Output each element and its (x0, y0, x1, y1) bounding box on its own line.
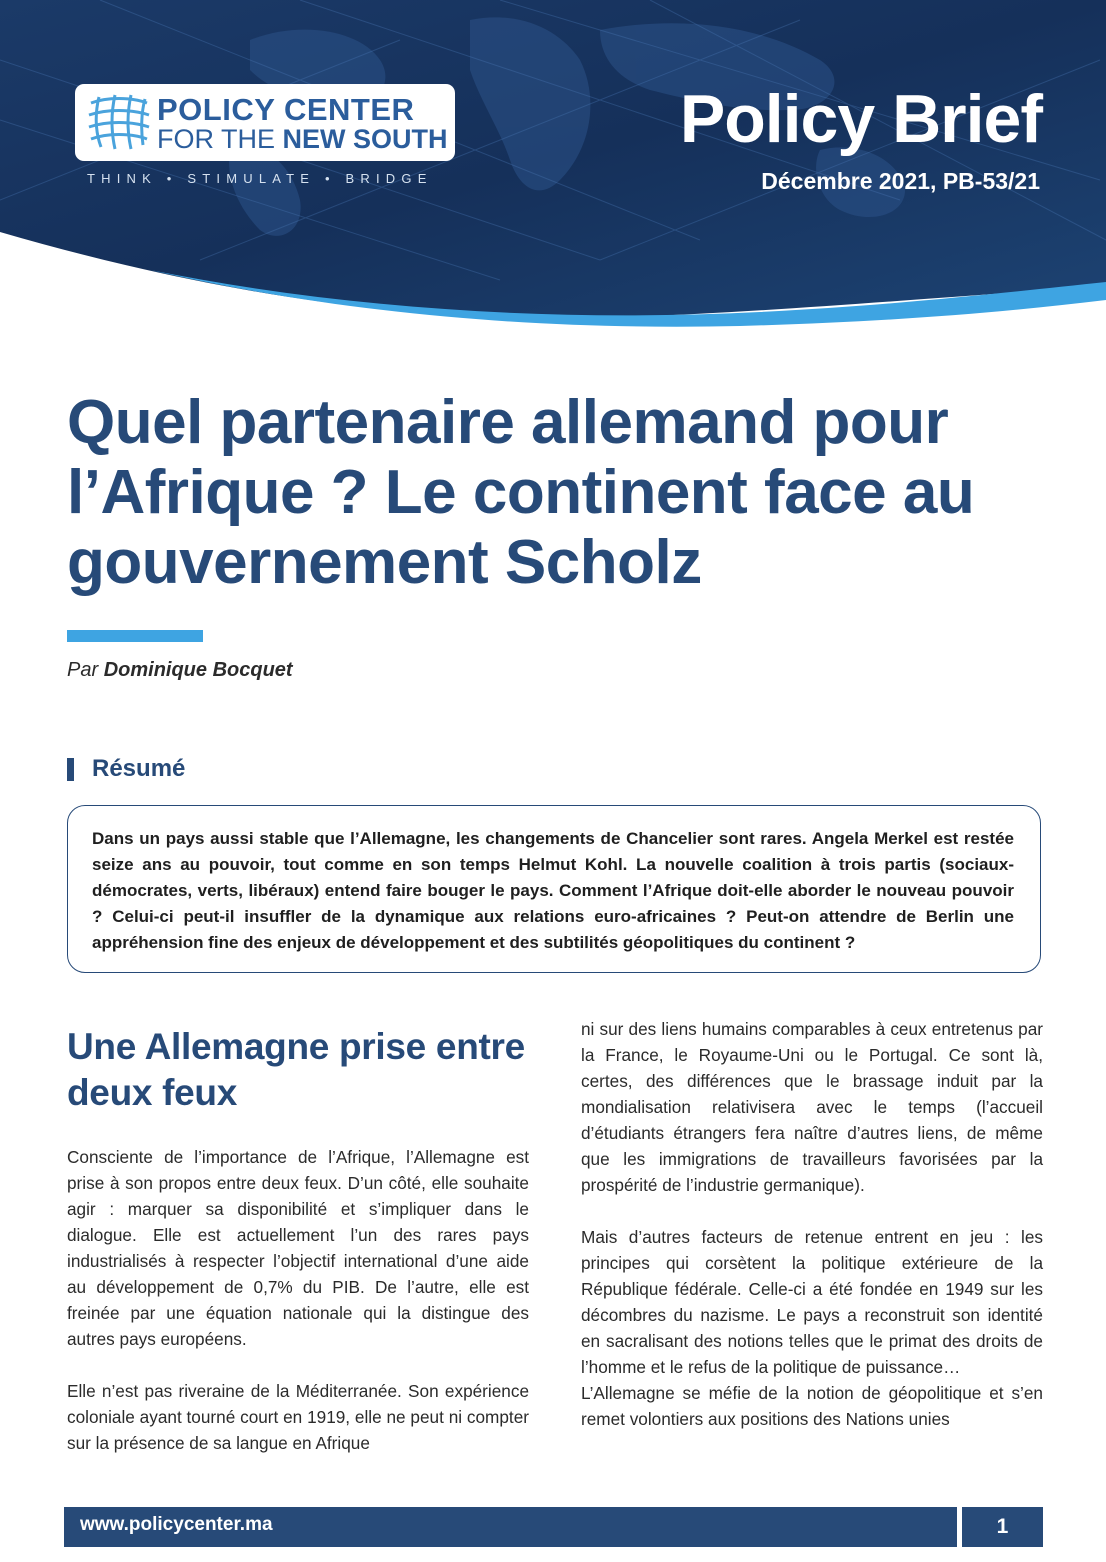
author-name: Dominique Bocquet (103, 659, 293, 681)
globe-grid-logo-icon (87, 93, 151, 151)
logo-line2-prefix: FOR THE (157, 124, 283, 154)
logo-tagline: THINK • STIMULATE • BRIDGE (87, 171, 433, 186)
body-paragraph: Mais d’autres facteurs de retenue entrent en jeu : les principes qui corsètent la politique extérieure de la République fédérale. Celle-ci a été fondée en 1949 sur les décombres du nazisme. Le pays a reconstruit son identité en sacralisant des notions telles que le primat des droits de l’homme et le refus de la politique de puissance… (581, 1227, 1043, 1377)
byline (67, 659, 293, 682)
header-banner (0, 0, 1106, 330)
summary-text: Dans un pays aussi stable que l’Allemagne, les changements de Chancelier sont rares. Angela Merkel est restée seize ans au pouvoir, tout comme en son temps Helmut Kohl. La nouvelle coalition à trois partis (sociaux-démocrates, verts, libéraux) entend faire bouger le pays. Comment l’Afrique doit-elle aborder le nouveau pouvoir ? Celui-ci peut-il insuffler de la dynamique aux relations euro-africaines ? Peut-on attendre de Berlin une appréhension fine des enjeux de développement et des subtilités géopolitiques du continent ? (92, 829, 1014, 952)
logo (75, 84, 455, 161)
page-title: Quel partenaire allemand pour l’Afrique ? Le continent face au gouvernement Scholz (67, 388, 975, 597)
website-link[interactable]: www.policycenter.ma (80, 1514, 273, 1535)
body-paragraph: ni sur des liens humains comparables à ceux entretenus par la France, le Royaume-Uni ou le Portugal. Ce sont là, certes, des différences que le brassage induit par la mondialisation relativisera avec le temps (l’accueil d’étudiants étrangers fera naître d’autres liens, de même que les immigrations de travailleurs favorisées par la prospérité de l’industrie germanique). (581, 1019, 1043, 1195)
document-date-reference: Décembre 2021, PB-53/21 (761, 168, 1040, 194)
body-column-right (581, 1019, 1043, 1432)
logo-name-line1: POLICY CENTER (157, 92, 415, 127)
page-number: 1 (962, 1507, 1043, 1547)
logo-name-line2 (157, 124, 448, 155)
document-type: Policy Brief (679, 81, 1042, 157)
body-paragraph: Consciente de l’importance de l’Afrique, l’Allemagne est prise à son propos entre deux feux. D’un côté, elle souhaite agir : marquer sa disponibilité et s’impliquer dans le dialogue. Elle est actuellement l’un des rares pays industrialisés à respecter l’objectif international d’une aide au développement de 0,7% du PIB. De l’autre, elle est freinée par une équation nationale qui la distingue des autres pays européens. (67, 1147, 529, 1349)
section-heading: Une Allemagne prise entre deux feux (67, 1026, 525, 1113)
title-underline-rule (67, 630, 203, 642)
body-column-left (67, 1024, 529, 1456)
body-paragraph: Elle n’est pas riveraine de la Méditerranée. Son expérience coloniale ayant tourné court en 1919, elle ne peut ni compter sur la présence de sa langue en Afrique (67, 1381, 529, 1453)
logo-line2-bold: NEW SOUTH (282, 124, 448, 154)
body-paragraph: L’Allemagne se méfie de la notion de géopolitique et s’en remet volontiers aux positions des Nations unies (581, 1383, 1043, 1429)
summary-heading-label: Résumé (92, 755, 186, 782)
footer-bar (64, 1507, 957, 1547)
header-background (0, 0, 1106, 330)
summary-box (67, 805, 1041, 973)
byline-prefix: Par (67, 659, 104, 681)
summary-heading-bar (67, 758, 74, 781)
